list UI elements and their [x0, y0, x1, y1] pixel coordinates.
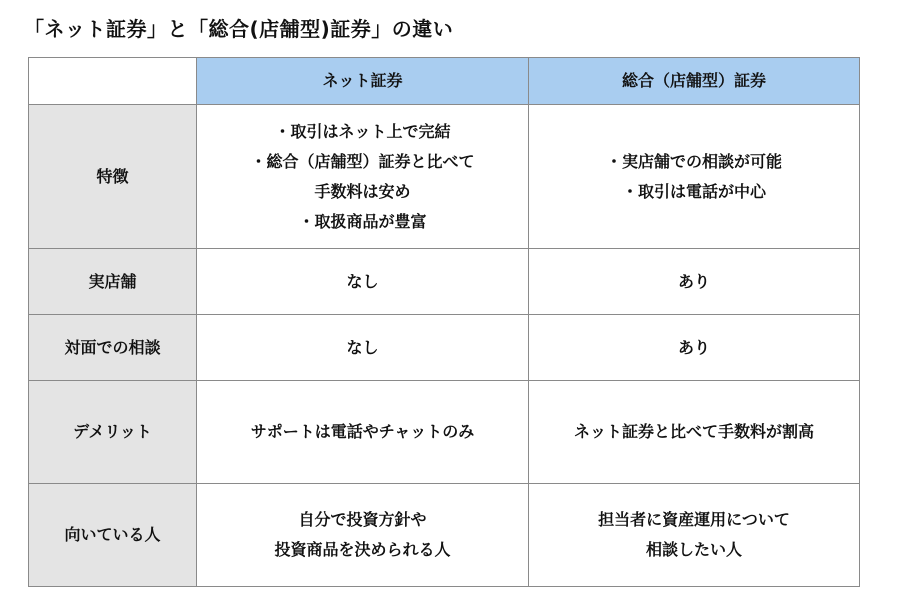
cell-line: ・取引は電話が中心: [621, 181, 766, 201]
cell-line: 相談したい人: [645, 540, 742, 559]
row-header-physical-store: 実店舗: [29, 249, 197, 315]
cell-face-to-face-net: なし: [197, 315, 529, 381]
table-row-physical-store: [29, 249, 860, 315]
table-corner-cell: [29, 58, 197, 105]
cell-features-net: [197, 105, 529, 249]
table-row-suited-for: [29, 484, 860, 587]
cell-disadvantages-general: ネット証券と比べて手数料が割高: [529, 381, 860, 484]
cell-features-general: [529, 105, 860, 249]
cell-line: ・実店舗での相談が可能: [605, 151, 782, 171]
row-header-face-to-face: 対面での相談: [29, 315, 197, 381]
table-row-disadvantages: [29, 381, 860, 484]
table-row-face-to-face: [29, 315, 860, 381]
table-header-row: [29, 58, 860, 105]
column-header-net-securities: ネット証券: [197, 58, 529, 105]
cell-physical-store-net: なし: [197, 249, 529, 315]
page-title: 「ネット証券」と「総合(店舗型)証券」の違い: [24, 17, 454, 41]
cell-face-to-face-general: あり: [529, 315, 860, 381]
cell-suited-for-general: [529, 484, 860, 587]
row-header-disadvantages: デメリット: [29, 381, 197, 484]
row-header-features: 特徴: [29, 105, 197, 249]
cell-suited-for-net: [197, 484, 529, 587]
comparison-table: [28, 57, 860, 587]
cell-line: 担当者に資産運用について: [598, 510, 790, 529]
table-row-features: [29, 105, 860, 249]
cell-disadvantages-net: サポートは電話やチャットのみ: [197, 381, 529, 484]
row-header-suited-for: 向いている人: [29, 484, 197, 587]
cell-line: 手数料は安め: [314, 181, 411, 201]
cell-line: ・取扱商品が豊富: [298, 211, 427, 231]
column-header-full-service-securities: 総合（店舗型）証券: [529, 58, 860, 105]
cell-line: ・総合（店舗型）証券と比べて: [250, 151, 475, 171]
cell-line: 自分で投資方針や: [298, 510, 427, 529]
cell-line: 投資商品を決められる人: [274, 540, 451, 559]
cell-physical-store-general: あり: [529, 249, 860, 315]
cell-line: ・取引はネット上で完結: [274, 121, 451, 141]
